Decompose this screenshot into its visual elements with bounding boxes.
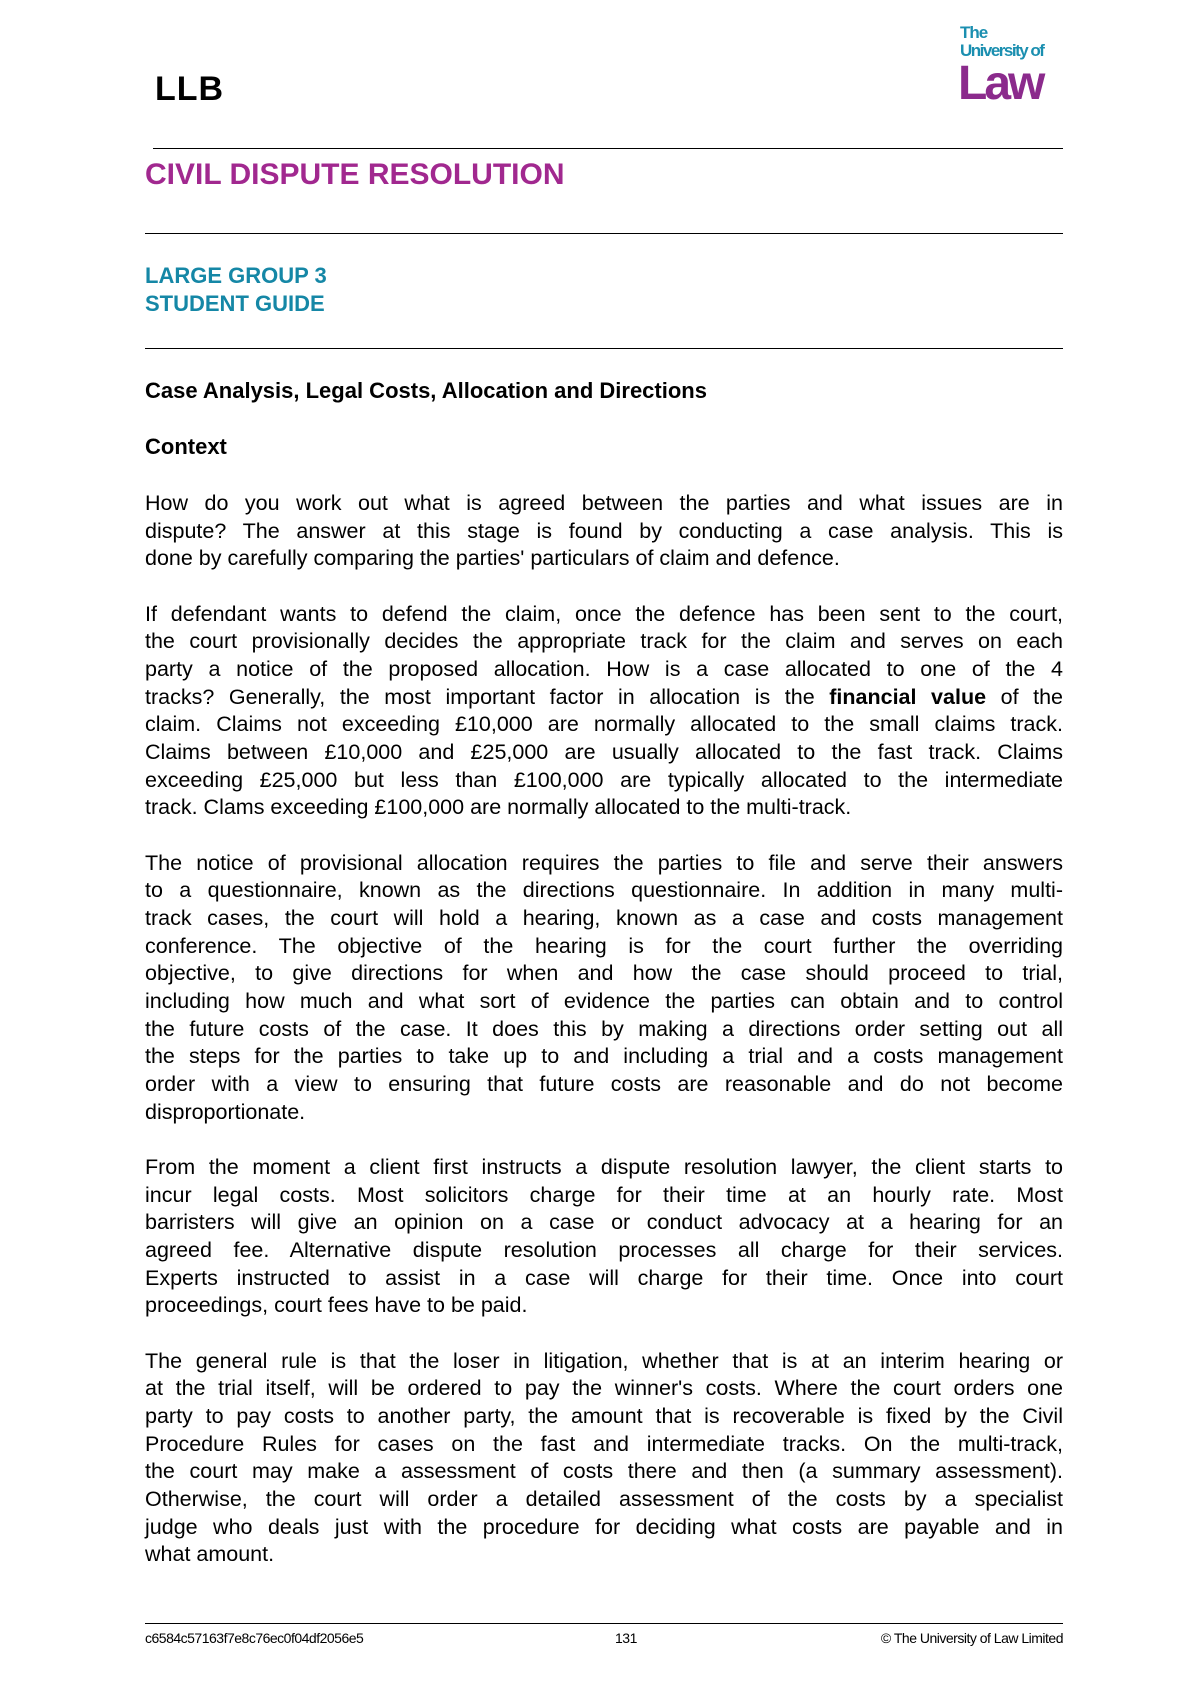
- divider: [153, 148, 1063, 149]
- course-label: LLB: [155, 70, 225, 108]
- divider: [145, 233, 1063, 234]
- text-line: The general rule is that the loser in litigation, whether that is at an interim hearing or: [145, 1348, 1063, 1373]
- text-line: at the trial itself, will be ordered to pay the winner's costs. Where the court orders one: [145, 1376, 1063, 1401]
- text-line: The notice of provisional allocation requires the parties to file and serve their answers: [145, 850, 1063, 875]
- page-number: 131: [615, 1630, 637, 1646]
- subtitle-group: LARGE GROUP 3: [145, 263, 327, 288]
- text-line: party to pay costs to another party, the amount that is recoverable is fixed by the Civil: [145, 1403, 1063, 1428]
- text-line: the steps for the parties to take up to and including a trial and a costs management: [145, 1044, 1063, 1069]
- paragraph: [145, 1348, 1063, 1570]
- bold-text: financial value: [829, 684, 987, 709]
- text-line: Experts instructed to assist in a case will charge for their time. Once into court: [145, 1265, 1063, 1290]
- paragraph: [145, 850, 1063, 1127]
- text-line: track. Clams exceeding £100,000 are normally allocated to the multi-track.: [145, 795, 852, 820]
- subtitle-guide: STUDENT GUIDE: [145, 291, 325, 316]
- paragraph: [145, 1154, 1063, 1320]
- text-line: judge who deals just with the procedure for deciding what costs are payable and in: [145, 1514, 1063, 1539]
- text-line: including how much and what sort of evidence the parties can obtain and to control: [145, 989, 1063, 1013]
- text-line: barristers will give an opinion on a case or conduct advocacy at a hearing for an: [145, 1210, 1063, 1235]
- logo-text-law: Law: [958, 57, 1043, 110]
- text-line: party a notice of the proposed allocation. How is a case allocated to one of the 4: [145, 656, 1063, 681]
- text-line: the future costs of the case. It does this by making a directions order setting out all: [145, 1016, 1063, 1041]
- text-line: the court may make a assessment of costs there and then (a summary assessment).: [145, 1459, 1063, 1484]
- text-line: dispute? The answer at this stage is found by conducting a case analysis. This is: [145, 518, 1063, 543]
- text-line: claim. Claims not exceeding £10,000 are normally allocated to the small claims track.: [145, 712, 1063, 737]
- paragraph: [145, 490, 1063, 573]
- text-line: Otherwise, the court will order a detailed assessment of the costs by a specialist: [145, 1487, 1063, 1511]
- body-text: [145, 490, 1063, 1597]
- text-line: agreed fee. Alternative dispute resolution processes all charge for their services.: [145, 1238, 1063, 1262]
- text-line: How do you work out what is agreed between the parties and what issues are in: [145, 491, 1063, 515]
- text-line: From the moment a client first instructs a dispute resolution lawyer, the client starts to: [145, 1154, 1063, 1179]
- divider: [145, 348, 1063, 349]
- university-logo: [958, 23, 1070, 110]
- text-line: done by carefully comparing the parties' particulars of claim and defence.: [145, 546, 840, 571]
- text-line: [145, 684, 1063, 712]
- text-line: proceedings, court fees have to be paid.: [145, 1293, 528, 1318]
- text-line: incur legal costs. Most solicitors charge for their time at an hourly rate. Most: [145, 1182, 1063, 1207]
- footer-copyright: © The University of Law Limited: [880, 1630, 1063, 1646]
- section-heading: Case Analysis, Legal Costs, Allocation and Directions: [145, 378, 707, 403]
- footer-divider: [145, 1623, 1063, 1624]
- text-line: conference. The objective of the hearing is for the court further the overriding: [145, 933, 1063, 958]
- text-line: the court provisionally decides the appropriate track for the claim and serves on each: [145, 629, 1063, 654]
- text-line: objective, to give directions for when and how the case should proceed to trial,: [145, 961, 1063, 986]
- text-line: If defendant wants to defend the claim, once the defence has been sent to the court,: [145, 601, 1063, 626]
- text-line: Claims between £10,000 and £25,000 are usually allocated to the fast track. Claims: [145, 740, 1063, 764]
- text-line: exceeding £25,000 but less than £100,000 are typically allocated to the intermediate: [145, 767, 1063, 792]
- context-heading: Context: [145, 434, 227, 459]
- text-segment: tracks? Generally, the most important factor in allocation is the: [145, 684, 830, 709]
- logo-text-the: The: [960, 23, 988, 42]
- text-line: Procedure Rules for cases on the fast and intermediate tracks. On the multi-track,: [145, 1431, 1063, 1456]
- paragraph: [145, 601, 1063, 823]
- footer-doc-id: c6584c57163f7e8c76ec0f04df2056e5: [145, 1630, 364, 1646]
- logo-text-university: University of: [960, 41, 1044, 60]
- text-line: disproportionate.: [145, 1099, 306, 1124]
- text-line: order with a view to ensuring that future costs are reasonable and do not become: [145, 1072, 1063, 1097]
- text-line: to a questionnaire, known as the directions questionnaire. In addition in many multi-: [145, 878, 1063, 903]
- text-line: what amount.: [145, 1542, 275, 1567]
- text-segment: of the: [986, 684, 1064, 709]
- document-title: CIVIL DISPUTE RESOLUTION: [145, 158, 565, 191]
- text-line: track cases, the court will hold a hearing, known as a case and costs management: [145, 905, 1063, 930]
